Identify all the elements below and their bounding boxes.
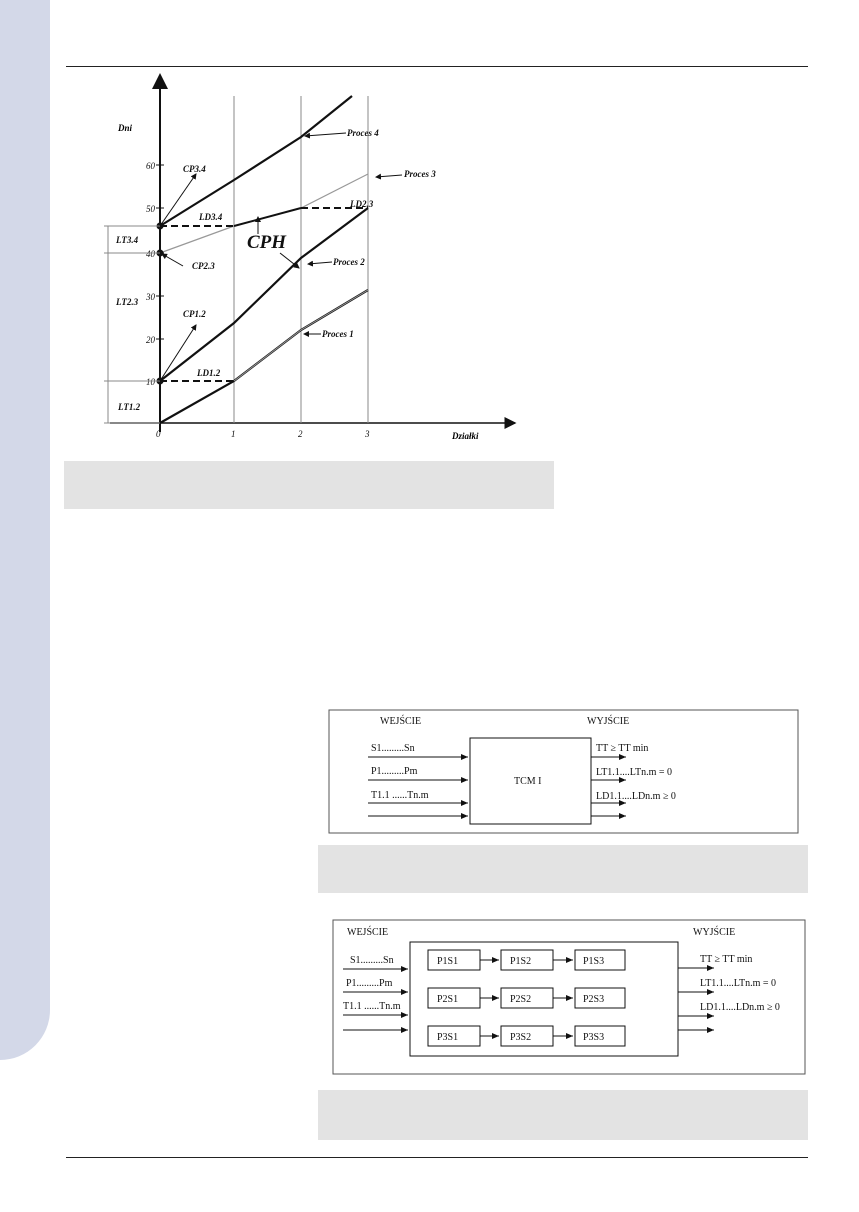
cell-p3s1-label: P3S1 [437,1032,459,1043]
x-tick-0: 0 [156,429,161,439]
cell-p3s2-label: P3S2 [510,1032,532,1043]
cp23-label: CP2.3 [192,261,215,271]
cell-p1s3-label: P1S3 [583,956,605,967]
proces-1-label: Proces 1 [322,329,354,339]
y-tick-10: 10 [146,377,155,387]
y-tick-40: 40 [146,249,155,259]
diagram1-input-s: S1.........Sn [371,743,415,754]
cell-p2s3-label: P2S3 [583,994,605,1005]
diagram2-input-s: S1.........Sn [350,955,394,966]
lt23-label: LT2.3 [116,297,139,307]
diagram2-output-lt: LT1.1....LTn.m = 0 [700,978,777,989]
y-tick-20: 20 [146,335,155,345]
diagram2-output-tt: TT ≥ TT min [700,954,753,965]
x-tick-2: 2 [298,429,303,439]
ld34-label: LD3.4 [199,212,223,222]
x-axis-label: Działki [452,431,479,441]
diagram2-input-t: T1.1 ......Tn.m [343,1001,401,1012]
x-tick-3: 3 [365,429,370,439]
diagram2-input-title: WEJŚCIE [347,927,389,938]
cph-label: CPH [247,232,287,253]
diagram1-input-t: T1.1 ......Tn.m [371,790,429,801]
diagram1-output-lt: LT1.1....LTn.m = 0 [596,767,673,778]
lt34-label: LT3.4 [116,235,139,245]
proces-3-label: Proces 3 [404,169,436,179]
diagram1-output-title: WYJŚCIE [587,716,630,727]
proces-2-label: Proces 2 [333,257,365,267]
diagram1-output-ld: LD1.1....LDn.m ≥ 0 [596,791,676,802]
cell-p3s3-label: P3S3 [583,1032,605,1043]
y-axis-label: Dni [118,123,133,133]
diagram1-output-tt: TT ≥ TT min [596,743,649,754]
cell-p1s2-label: P1S2 [510,956,532,967]
cp34-label: CP3.4 [183,164,206,174]
x-tick-1: 1 [231,429,236,439]
cell-p2s2-label: P2S2 [510,994,532,1005]
diagram2-input-p: P1.........Pm [346,978,393,989]
y-tick-60: 60 [146,161,155,171]
cp12-label: CP1.2 [183,309,206,319]
lt12-label: LT1.2 [118,402,141,412]
diagram2-output-title: WYJŚCIE [693,927,736,938]
tcm1-label: TCM I [514,776,542,787]
ld12-label: LD1.2 [197,368,221,378]
diagram1-input-title: WEJŚCIE [380,716,422,727]
cell-p2s1-label: P2S1 [437,994,459,1005]
diagram1-input-p: P1.........Pm [371,766,418,777]
diagram2-output-ld: LD1.1....LDn.m ≥ 0 [700,1002,780,1013]
proces-4-label: Proces 4 [347,128,379,138]
y-tick-30: 30 [146,292,155,302]
y-tick-50: 50 [146,204,155,214]
cell-p1s1-label: P1S1 [437,956,459,967]
ld23-label: LD2.3 [350,199,374,209]
